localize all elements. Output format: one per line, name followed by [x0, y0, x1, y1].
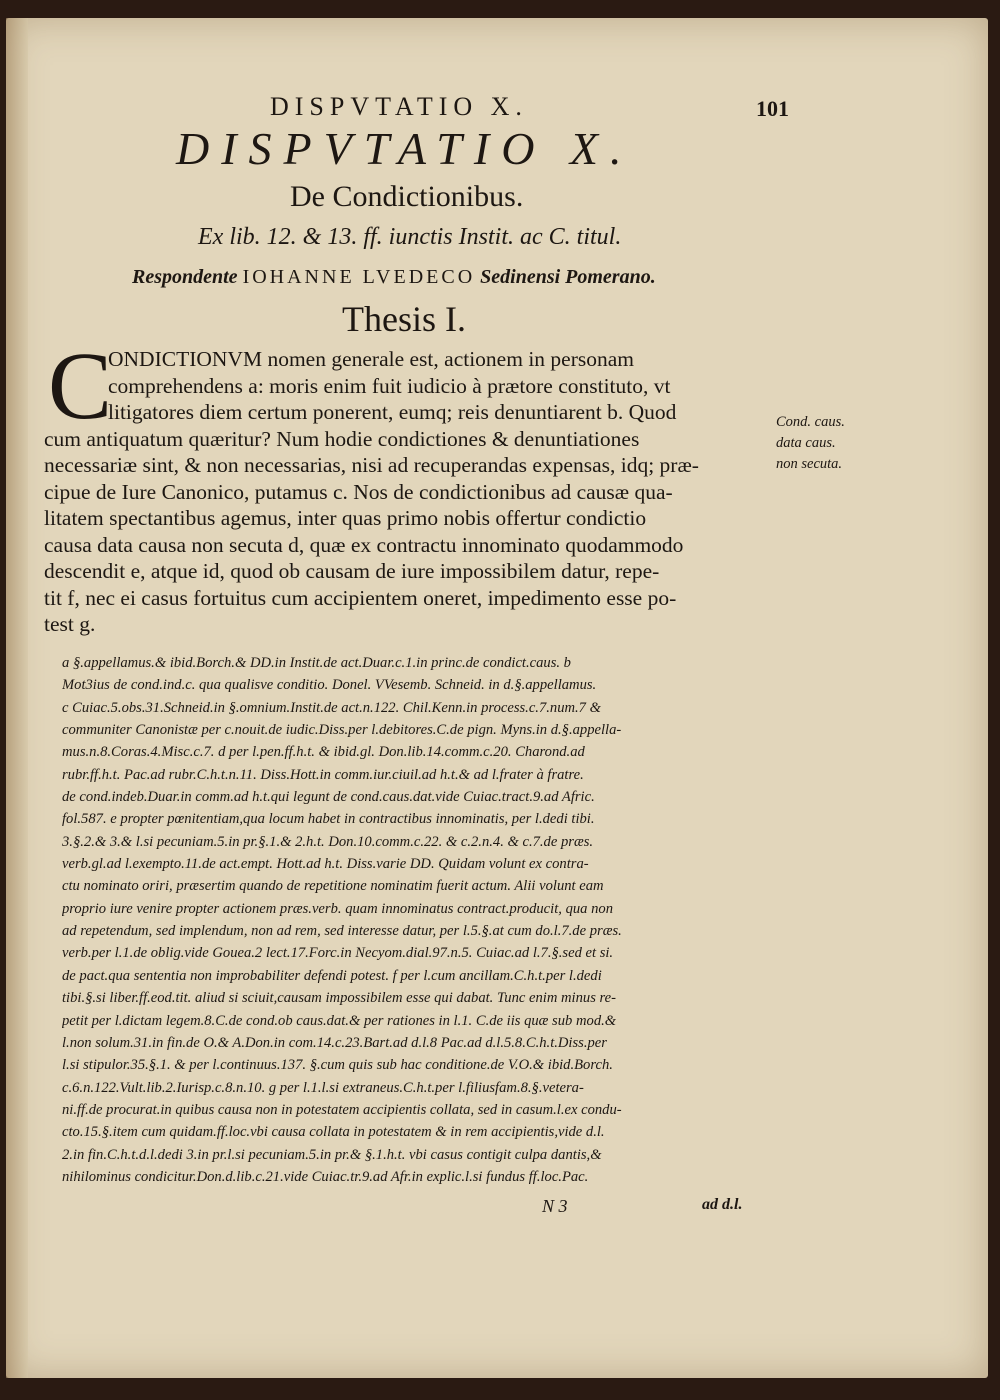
marginal-gloss	[776, 412, 845, 475]
source-reference: Ex lib. 12. & 13. ff. iunctis Instit. ac C. titul.	[198, 224, 622, 250]
thesis-line: causa data causa non secuta d, quæ ex contractu innominato quodammodo	[44, 532, 684, 557]
respondent-line	[132, 266, 656, 289]
thesis-line: necessariæ sint, & non necessarias, nisi ad recuperandas expensas, idq; præ-	[44, 453, 699, 477]
footnote-line: c.6.n.122.Vult.lib.2.Iurisp.c.8.n.10. g per l.1.l.si extraneus.C.h.t.per l.filiusfam.8.§.vetera-	[62, 1079, 584, 1096]
footnote-line: mus.n.8.Coras.4.Misc.c.7. d per l.pen.ff.h.t. & ibid.gl. Don.lib.14.comm.c.20. Charond.ad	[62, 744, 585, 761]
footnote-line: de cond.indeb.Duar.in comm.ad h.t.qui legunt de cond.caus.dat.vide Cuiac.tract.9.ad Afric.	[62, 789, 595, 806]
footnote-line: ni.ff.de procurat.in quibus causa non in potestatem accipientis collata, sed in casum.l.ex condu-	[62, 1101, 622, 1118]
footnote-line: proprio iure venire propter actionem præs.verb. quam innominatus contract.producit, qua non	[62, 900, 613, 917]
marginal-gloss-line: data caus.	[776, 435, 836, 451]
footnote-line: c Cuiac.5.obs.31.Schneid.in §.omnium.Instit.de act.n.122. Chil.Kenn.in process.c.7.num.7 &	[62, 699, 601, 716]
thesis-line: comprehendens a: moris enim fuit iudicio à prætore constituto, vt	[108, 373, 671, 398]
footnotes	[62, 652, 774, 1188]
footnote-line: nihilominus condicitur.Don.d.lib.c.21.vide Cuiac.tr.9.ad Afr.in explic.l.si fundus ff.loc.Pac.	[62, 1168, 589, 1185]
footnote-line: 3.§.2.& 3.& l.si pecuniam.5.in pr.§.1.& 2.h.t. Don.10.comm.c.22. & c.2.n.4. & c.7.de præs.	[62, 833, 594, 850]
page-number: 101	[756, 96, 789, 121]
footnote-line: Mot3ius de cond.ind.c. qua qualisve conditio. Donel. VVesemb. Schneid. in d.§.appellamus.	[62, 677, 597, 694]
respondent-origin: Sedinensi Pomerano.	[480, 266, 656, 288]
thesis-line: test g.	[44, 612, 96, 636]
thesis-line: litatem spectantibus agemus, inter quas primo nobis offertur condictio	[44, 506, 647, 530]
thesis-line: litigatores diem certum ponerent, eumq; reis denuntiarent b. Quod	[108, 400, 677, 424]
respondent-name: IOHANNE LVEDECO	[242, 266, 476, 288]
disputation-title: DISPVTATIO X.	[176, 123, 634, 174]
footnote-line: petit per l.dictam legem.8.C.de cond.ob caus.dat.& per rationes in l.1. C.de iis quæ sub mod.&	[62, 1012, 617, 1029]
footnote-line: cto.15.§.item cum quidam.ff.loc.vbi causa collata in potestatem & in rem accipientis,vide d.l.	[62, 1124, 605, 1141]
page-gutter	[6, 18, 28, 1378]
thesis-body	[44, 346, 772, 638]
footnote-line: verb.gl.ad l.exempto.11.de act.empt. Hott.ad h.t. Diss.varie DD. Quidam volunt ex contra-	[62, 856, 589, 873]
footnote-line: l.si stipulor.35.§.1. & per l.continuus.137. §.cum quis sub hac conditione.de V.O.& ibid.Borch.	[62, 1057, 613, 1074]
catchword: ad d.l.	[702, 1196, 743, 1213]
footnote-line: fol.587. e propter pœnitentiam,qua locum habet in contractibus innominatis, per l.dedi tibi.	[62, 811, 595, 828]
footnote-line: tibi.§.si liber.ff.eod.tit. aliud si sciuit,causam impossibilem esse qui dabat. Tunc enim minus re-	[62, 990, 617, 1007]
footnote-line: communiter Canonistæ per c.nouit.de iudic.Diss.per l.debitores.C.de pign. Myns.in d.§.appella-	[62, 722, 622, 739]
thesis-heading: Thesis I.	[342, 299, 466, 339]
running-head: DISPVTATIO X.	[270, 92, 528, 121]
marginal-gloss-line: Cond. caus.	[776, 414, 845, 430]
footnote-line: verb.per l.1.de oblig.vide Gouea.2 lect.17.Forc.in Necyom.dial.97.n.5. Cuiac.ad l.7.§.sed et si.	[62, 945, 614, 962]
footnote-line: ctu nominato oriri, præsertim quando de repetitione nominatim fuerit actum. Alii volunt eam	[62, 878, 604, 895]
thesis-line: cum antiquatum quæritur? Num hodie condictiones & denuntiationes	[44, 426, 640, 451]
disputation-subtitle: De Condictionibus.	[290, 180, 524, 213]
respondent-label: Respondente	[132, 266, 238, 288]
footnote-line: rubr.ff.h.t. Pac.ad rubr.C.h.t.n.11. Diss.Hott.in comm.iur.ciuil.ad h.t.& ad l.frater à fratre.	[62, 766, 584, 783]
signature-mark: N 3	[542, 1196, 568, 1216]
footnote-line: ad repetendum, sed implendum, non ad rem, sed interesse datur, per l.5.§.at cum do.l.7.de præs.	[62, 923, 622, 940]
thesis-line: tit f, nec ei casus fortuitus cum accipientem oneret, impedimento esse po-	[44, 585, 677, 610]
thesis-line: ONDICTIONVM nomen generale est, actionem in personam	[108, 347, 635, 371]
thesis-line: cipue de Iure Canonico, putamus c. Nos de condictionibus ad causæ qua-	[44, 479, 673, 504]
footnote-line: 2.in fin.C.h.t.d.l.dedi 3.in pr.l.si pecuniam.5.in pr.& §.1.h.t. vbi casus contigit culpa dantis,&	[62, 1146, 602, 1163]
marginal-gloss-line: non secuta.	[776, 456, 843, 472]
footnote-line: de pact.qua sententia non improbabiliter defendi potest. f per l.cum ancillam.C.h.t.per l.dedi	[62, 967, 602, 984]
drop-cap: C	[48, 332, 113, 439]
thesis-line: descendit e, atque id, quod ob causam de iure impossibilem datur, repe-	[44, 559, 660, 583]
footnote-line: a §.appellamus.& ibid.Borch.& DD.in Instit.de act.Duar.c.1.in princ.de condict.caus. b	[62, 655, 571, 671]
footnote-line: l.non solum.31.in fin.de O.& A.Don.in com.14.c.23.Bart.ad d.l.8 Pac.ad d.l.5.8.C.h.t.Diss.per	[62, 1034, 607, 1051]
